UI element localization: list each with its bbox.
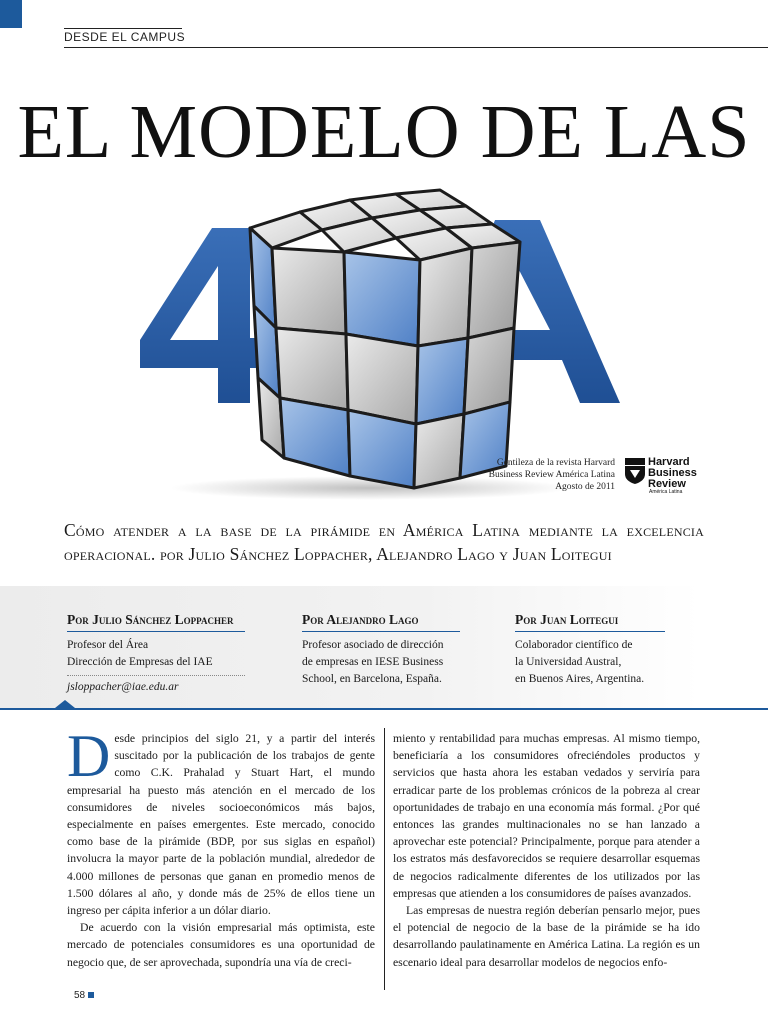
body-column-2 [393, 730, 700, 971]
hbr-logo-text [648, 457, 697, 490]
body-paragraph: De acuerdo con la visión empresarial más optimista, este mercado de potenciales consumidores es una oportunidad de negocio que, de ser aprovechada, supondría una vía de creci- [67, 921, 375, 969]
hbr-logo-subtitle: América Latina [649, 489, 683, 495]
credit-line: Gentileza de la revista Harvard [496, 458, 615, 468]
hbr-logo [625, 458, 705, 494]
cube-left-face [250, 228, 350, 476]
body-column-1 [67, 723, 375, 971]
author-affiliation: Profesor del Área [67, 639, 149, 651]
body-paragraph: Las empresas de nuestra región deberían pensarlo mejor, pues el potencial de negocio de la base de la pirámide se ha ido desarrollando paulatinamente en América Latina. La región es un escenario ideal para desarrollar modelos de negocios enfo- [393, 904, 700, 969]
folio-square-icon [88, 992, 94, 998]
section-rule [64, 47, 768, 48]
author-card-2 [302, 612, 460, 688]
author-affiliation: Profesor asociado de dirección [302, 639, 444, 651]
image-credit [460, 457, 615, 493]
hbr-logo-line: Review [648, 478, 686, 490]
drop-cap: D [67, 723, 111, 789]
credit-line: Business Review América Latina [488, 470, 615, 480]
page-number-text: 58 [74, 990, 86, 1001]
body-paragraph: miento y rentabilidad para muchas empresas. Al mismo tiempo, beneficiaría a los consumidores ofreciéndoles productos y servicios que hasta ahora les estaban vedados y serviría para erradicar parte de los problemas crónicos de la pobreza al crear oportunidades de trabajo en una economía más formal. ¿Por qué entonces las grandes multinacionales no se han lanzado a aprovechar este potencial? Principalmente, porque para atender a los estratos más desfavorecidos se requiere desarrollar esquemas de negocios radicalmente diferentes de los utilizados por las empresas que atienden a los consumidores de países avanzados. [393, 732, 700, 900]
section-label: DESDE EL CAMPUS [64, 30, 186, 44]
author-card-3 [515, 612, 665, 688]
authors-rule [0, 708, 768, 710]
author-email-link[interactable]: jsloppacher@iae.edu.ar [67, 681, 179, 693]
page-number [74, 990, 94, 1001]
author-card-1 [67, 612, 245, 696]
author-affiliation: Colaborador científico de [515, 639, 633, 651]
body-paragraph [67, 723, 375, 919]
article-subtitle: Cómo atender a la base de la pirámide en América Latina mediante la excelencia operacional. por Julio Sánchez Loppacher, Alejandro Lago y Juan Loitegui [64, 520, 704, 564]
author-name: Por Alejandro Lago [302, 612, 460, 632]
page-title: EL MODELO DE LAS [17, 90, 751, 174]
column-divider [384, 728, 385, 990]
author-affiliation: de empresas en IESE Business [302, 656, 444, 668]
corner-tab [0, 0, 22, 28]
author-affiliation: Dirección de Empresas del IAE [67, 656, 213, 668]
section-rule-top [64, 28, 182, 29]
paragraph-text: esde principios del siglo 21, y a partir del interés suscitado por la publicación de los trabajos de gente como C.K. Prahalad y Stuart Hart, el mundo empresarial ha puesto más atención en el mercado de los consumidores de niveles socioeconómicos más bajos, especialmente en países emergentes. Este mercado, conocido como base de la pirámide (BDP, por sus siglas en español) involucra la mayor parte de la población mundial, alrededor de 4.000 millones de personas que ganan en promedio menos de 1.500 dólares al año, y donde más de 25% de ellos tiene un ingreso per cápita inferior a un dólar diario. [67, 732, 375, 918]
cube-right-face [344, 242, 520, 488]
hbr-logo-line: Business [648, 467, 697, 479]
hbr-logo-line: Harvard [648, 456, 690, 468]
cube [250, 190, 520, 488]
author-name: Por Julio Sánchez Loppacher [67, 612, 245, 632]
author-divider [67, 675, 245, 676]
credit-line: Agosto de 2011 [555, 482, 615, 492]
author-affiliation: School, en Barcelona, España. [302, 673, 442, 685]
author-name: Por Juan Loitegui [515, 612, 665, 632]
authors-notch [55, 700, 75, 708]
author-affiliation: la Universidad Austral, [515, 656, 622, 668]
shield-icon [625, 458, 645, 484]
author-affiliation: en Buenos Aires, Argentina. [515, 673, 645, 685]
